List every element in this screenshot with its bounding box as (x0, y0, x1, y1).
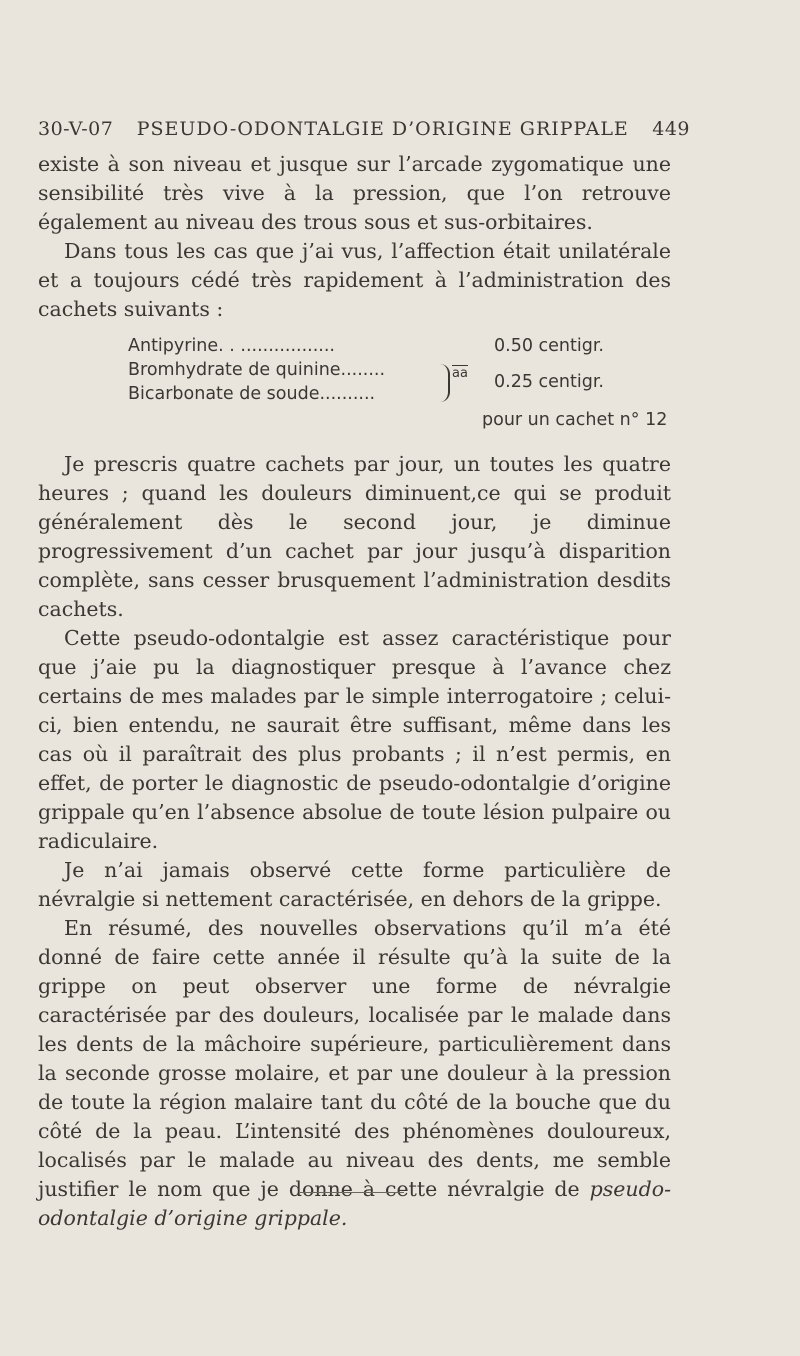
formula-dose-1: 0.50 centigr. (494, 336, 604, 356)
page-number: 449 (652, 118, 690, 140)
paragraph-text: En résumé, des nouvelles observations qu’il m’a été donné de faire cette année il résulte qu’à la suite de la grippe on peut observer une forme de névralgie caractérisée par des douleurs, localisée par le malade dans les dents de la mâchoire supérieure, particulièrement dans la seconde grosse molaire, et par une douleur à la pression de toute la région malaire tant du côté de la bouche que du côté de la peau. L’intensité des phénomènes douloureux, localisés par le malade au niveau des dents, me semble justifier le nom que je donne à cette névralgie de (38, 916, 671, 1201)
formula-item-bromhydrate: Bromhydrate de quinine........ (128, 360, 386, 380)
paragraph: Je n’ai jamais observé cette forme particulière de névralgie si nettement caractérisée, en dehors de la grippe. (38, 858, 671, 911)
closing-italic-term: pseudo-odontalgie d’origine grippale. (38, 1177, 671, 1230)
brace-symbol (440, 364, 450, 402)
paragraph: existe à son niveau et jusque sur l’arcade zygomatique une sensibilité très vive à la pression, que l’on retrouve également au niveau des trous sous et sus-orbitaires. (38, 152, 671, 234)
paragraph: Je prescris quatre cachets par jour, un toutes les quatre heures ; quand les douleurs diminuent,ce qui se produit généralement dès le second jour, je diminue progressivement d’un cachet par jour jusqu’à disparition complète, sans cesser brusquement l’administration desdits cachets. (38, 452, 671, 621)
header-date: 30-V-07 (38, 118, 114, 140)
text-block-top (38, 150, 671, 324)
header-title: PSEUDO-ODONTALGIE D’ORIGINE GRIPPALE (136, 118, 629, 140)
formula-item-bicarbonate: Bicarbonate de soude.......... (128, 384, 376, 404)
paragraph (38, 914, 671, 1233)
end-rule (300, 1192, 404, 1193)
formula-dose-2: 0.25 centigr. (494, 372, 604, 392)
paragraph: Dans tous les cas que j’ai vus, l’affection était unilatérale et a toujours cédé très rapidement à l’administration des cachets suivants : (38, 239, 671, 321)
formula-note: pour un cachet n° 12 (482, 410, 668, 430)
formula-item-antipyrine: Antipyrine. . ................. (128, 336, 335, 356)
text-block-bottom (38, 450, 671, 1233)
paragraph: Cette pseudo-odontalgie est assez caractéristique pour que j’aie pu la diagnostiquer presque à l’avance chez certains de mes malades par le simple interrogatoire ; celui-ci, bien entendu, ne saurait être suffisant, même dans les cas où il paraîtrait des plus probants ; il n’est permis, en effet, de porter le diagnostic de pseudo-odontalgie d’origine grippale qu’en l’absence absolue de toute lésion pulpaire ou radiculaire. (38, 626, 671, 853)
running-header (38, 118, 690, 140)
formula-aa: $\overline{aa}$ (452, 366, 468, 381)
